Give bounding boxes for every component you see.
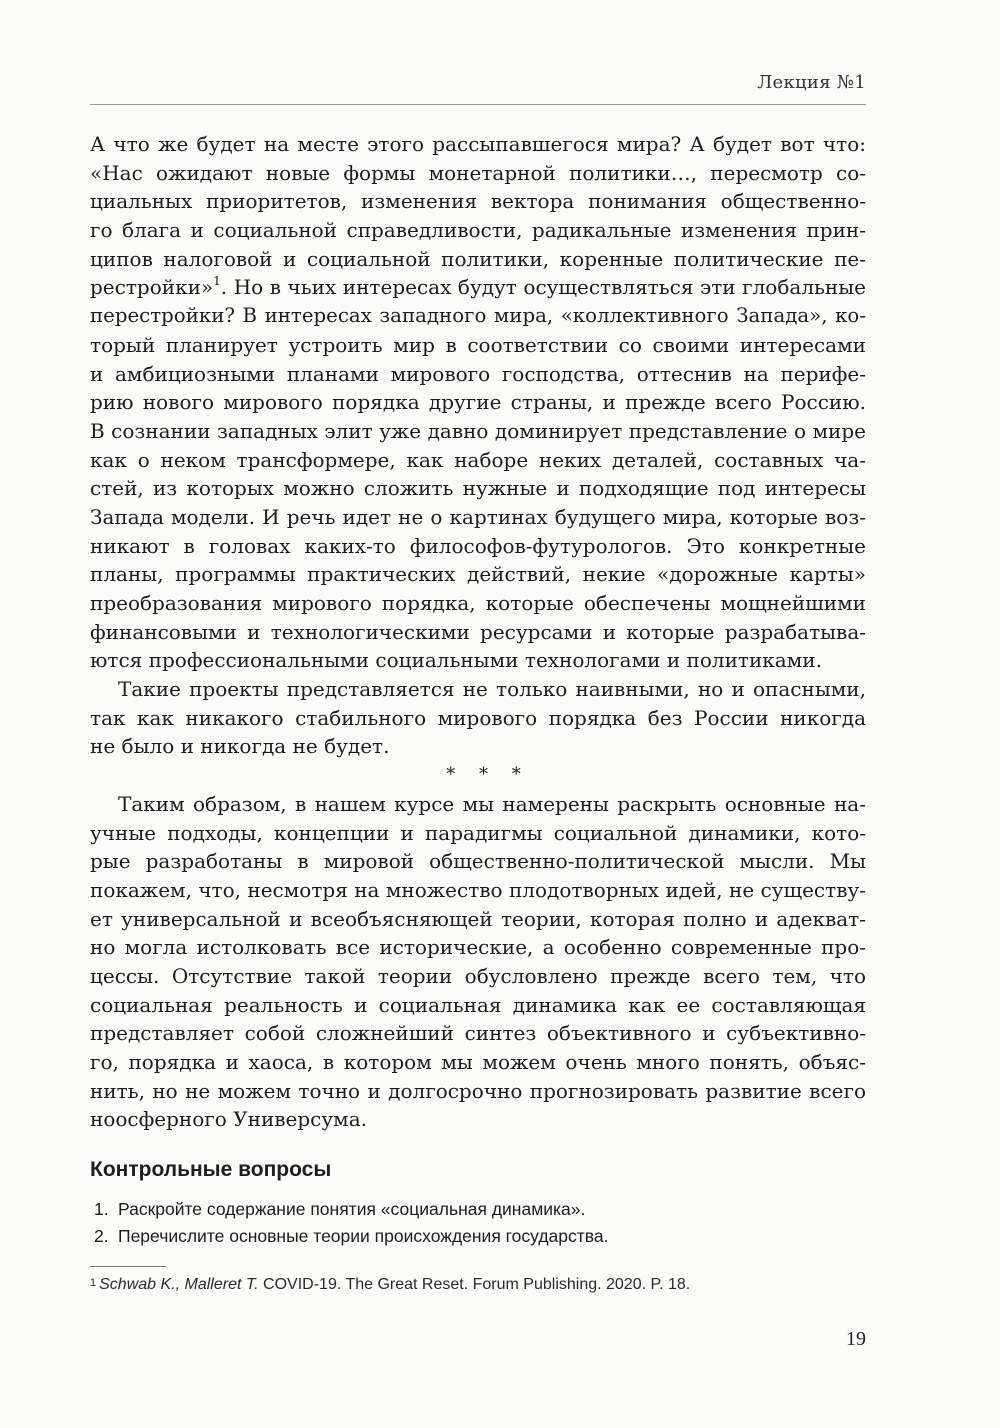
page-number: 19: [846, 1328, 866, 1350]
main-text: [90, 130, 866, 1134]
text-line: планы, программы практических действий, некие «дорожные карты»: [90, 562, 866, 587]
text-line: не было и никогда не будет.: [90, 734, 390, 759]
text-line: торый планирует устроить мир в соответствии со своими интересами: [90, 332, 866, 357]
text-line: рые разработаны в мировой общественно-политической мысли. Мы: [90, 849, 866, 874]
list-item: [90, 1196, 866, 1223]
text-line: ются профессиональными социальными технологами и политиками.: [90, 648, 822, 673]
footnote-citation: COVID-19. The Great Reset. Forum Publishing. 2020. P. 18.: [258, 1276, 691, 1293]
text-line: учные подходы, концепции и парадигмы социальной динамики, кото-: [90, 820, 866, 845]
text-line: нить, но не можем точно и долгосрочно прогнозировать развитие всего: [90, 1078, 866, 1103]
text-line: как о неком трансформере, как наборе неких деталей, составных ча-: [90, 447, 866, 472]
footnote-authors: Schwab K., Malleret T.: [99, 1276, 259, 1293]
text-line: покажем, что, несмотря на множество плодотворных идей, не существу-: [90, 877, 866, 902]
list-item-number: 1.: [94, 1199, 109, 1219]
text-fragment: . Но в чьих интересах будут осуществляться эти глобальные: [220, 275, 866, 300]
text-line: но могла истолковать все исторические, а особенно современные про-: [90, 935, 866, 960]
text-line: Таким образом, в нашем курсе мы намерены раскрыть основные на-: [118, 791, 866, 816]
footnote-reference[interactable]: 1: [213, 274, 221, 289]
text-line: го блага и социальной справедливости, радикальные изменения прин-: [90, 218, 866, 243]
text-line-with-footnote: [90, 273, 866, 302]
text-line: циальных приоритетов, изменения вектора понимания общественно-: [90, 189, 866, 214]
text-line: Запада модели. И речь идет не о картинах будущего мира, которые воз-: [90, 504, 866, 529]
text-line: никают в головах каких-то философов-футурологов. Это конкретные: [90, 533, 866, 558]
review-questions: [90, 1158, 866, 1250]
list-item-number: 2.: [94, 1226, 109, 1246]
footnote: [90, 1276, 866, 1294]
section-heading: Контрольные вопросы: [90, 1158, 332, 1181]
text-fragment: рестройки»: [90, 275, 214, 300]
text-line: А что же будет на месте этого рассыпавшегося мира? А будет вот что:: [90, 132, 866, 156]
text-line: и амбициозными планами мирового господства, оттеснив на перифе-: [90, 361, 866, 386]
list-item-text: Раскройте содержание понятия «социальная динамика».: [118, 1199, 586, 1219]
list-item: [90, 1223, 866, 1250]
text-line: цессы. Отсутствие такой теории обусловлено прежде всего тем, что: [90, 963, 866, 988]
footnote-marker: 1: [90, 1277, 97, 1289]
header-divider: [90, 104, 866, 105]
text-line: ет универсальной и всеобъясняющей теории, которая полно и адекват-: [90, 906, 866, 931]
text-line: рию нового мирового порядка другие страны, и прежде всего Россию.: [90, 390, 866, 415]
running-title: Лекция №1: [757, 72, 866, 93]
text-line: «Нас ожидают новые формы монетарной политики…, пересмотр со-: [90, 160, 866, 185]
text-line: В сознании западных элит уже давно доминирует представление о мире: [90, 418, 866, 443]
text-line: Такие проекты представляется не только наивными, но и опасными,: [118, 677, 866, 702]
text-line: перестройки? В интересах западного мира, «коллективного Запада», ко-: [90, 304, 866, 328]
text-line: го, порядка и хаоса, в котором мы можем очень много понять, объяс-: [90, 1050, 866, 1074]
text-line: так как никакого стабильного мирового порядка без России никогда: [90, 705, 866, 730]
text-line: стей, из которых можно сложить нужные и подходящие под интересы: [90, 476, 866, 501]
text-line: преобразования мирового порядка, которые обеспечены мощнейшими: [90, 591, 866, 615]
text-line: социальная реальность и социальная динамика как ее составляющая: [90, 992, 866, 1017]
footnote-divider: [90, 1266, 166, 1267]
text-line: ципов налоговой и социальной политики, коренные политические пе-: [90, 246, 866, 271]
text-line: представляет собой сложнейший синтез объективного и субъективно-: [90, 1021, 866, 1046]
section-separator: * * *: [446, 764, 530, 786]
list-item-text: Перечислите основные теории происхождения государства.: [118, 1226, 609, 1246]
text-line: ноосферного Универсума.: [90, 1107, 367, 1132]
text-line: финансовыми и технологическими ресурсами и которые разрабатыва-: [90, 619, 866, 644]
